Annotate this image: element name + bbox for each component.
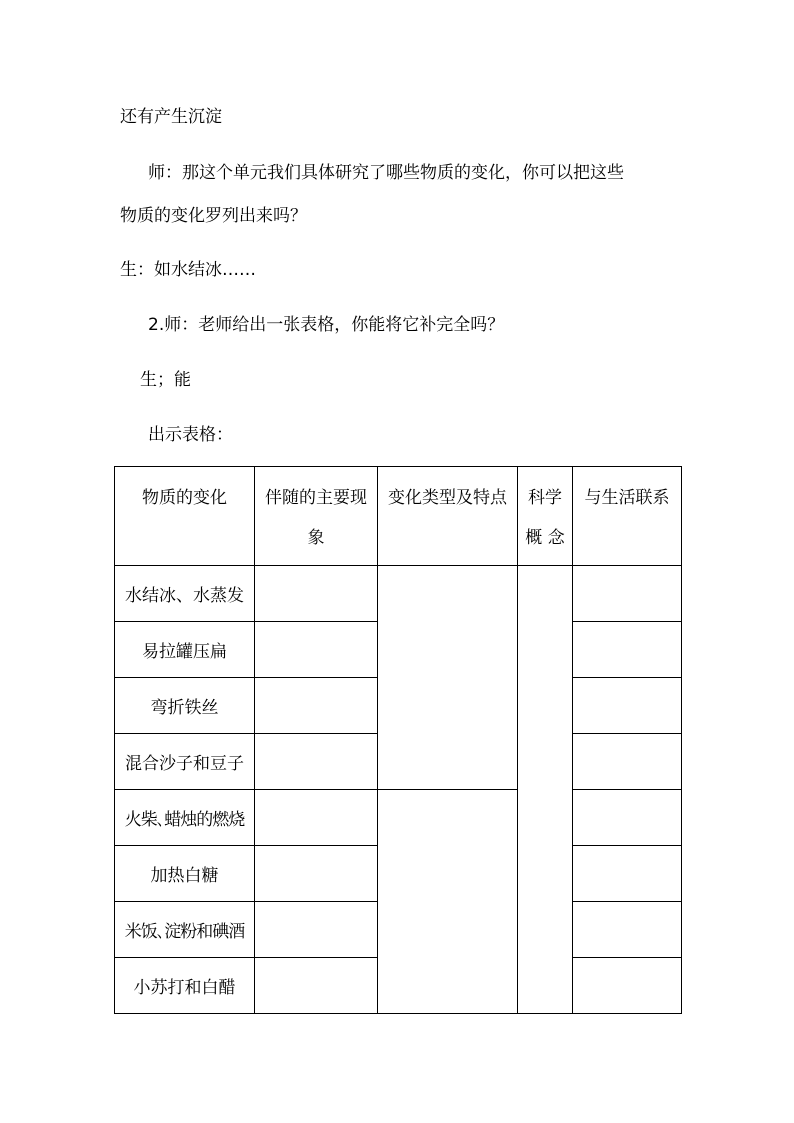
- row-label: 火柴､蜡烛的燃烧: [115, 790, 255, 846]
- table-row: [115, 566, 682, 622]
- life-connection-cell: [573, 846, 682, 902]
- table-header-row: [115, 467, 682, 566]
- life-connection-cell: [573, 958, 682, 1014]
- phenomena-cell: [255, 846, 378, 902]
- header-life-connection: 与生活联系: [573, 467, 682, 566]
- life-connection-cell: [573, 622, 682, 678]
- paragraph-student-answer: 生：如水结冰……: [120, 260, 256, 280]
- row-label: 小苏打和白醋: [115, 958, 255, 1014]
- row-label: 混合沙子和豆子: [115, 734, 255, 790]
- life-connection-cell: [573, 734, 682, 790]
- life-connection-cell: [573, 902, 682, 958]
- science-concept-cell: [518, 566, 573, 1014]
- phenomena-cell: [255, 566, 378, 622]
- phenomena-cell: [255, 678, 378, 734]
- change-type-cell-chemical: [378, 790, 518, 1014]
- paragraph-teacher-table: 2.师：老师给出一张表格，你能将它补完全吗？: [148, 315, 505, 335]
- phenomena-cell: [255, 790, 378, 846]
- paragraph-sediment: 还有产生沉淀: [120, 107, 222, 127]
- row-label: 弯折铁丝: [115, 678, 255, 734]
- life-connection-cell: [573, 678, 682, 734]
- paragraph-teacher-question-line1: 师：那这个单元我们具体研究了哪些物质的变化，你可以把这些: [148, 163, 624, 183]
- phenomena-cell: [255, 958, 378, 1014]
- row-label: 水结冰、水蒸发: [115, 566, 255, 622]
- row-label: 易拉罐压扁: [115, 622, 255, 678]
- table-row: [115, 790, 682, 846]
- paragraph-student-yes: 生；能: [140, 370, 191, 390]
- phenomena-cell: [255, 902, 378, 958]
- phenomena-cell: [255, 622, 378, 678]
- paragraph-teacher-question-line2: 物质的变化罗列出来吗？: [120, 206, 307, 226]
- header-phenomena: 伴随的主要现 象: [255, 467, 378, 566]
- row-label: 米饭､淀粉和碘酒: [115, 902, 255, 958]
- life-connection-cell: [573, 566, 682, 622]
- phenomena-cell: [255, 734, 378, 790]
- paragraph-show-table: 出示表格：: [148, 425, 233, 445]
- life-connection-cell: [573, 790, 682, 846]
- header-science-concept: 科学 概 念: [518, 467, 573, 566]
- header-change-type: 变化类型及特点: [378, 467, 518, 566]
- row-label: 加热白糖: [115, 846, 255, 902]
- header-substance-change: 物质的变化: [115, 467, 255, 566]
- change-type-cell-physical: [378, 566, 518, 790]
- change-table: [114, 466, 682, 1014]
